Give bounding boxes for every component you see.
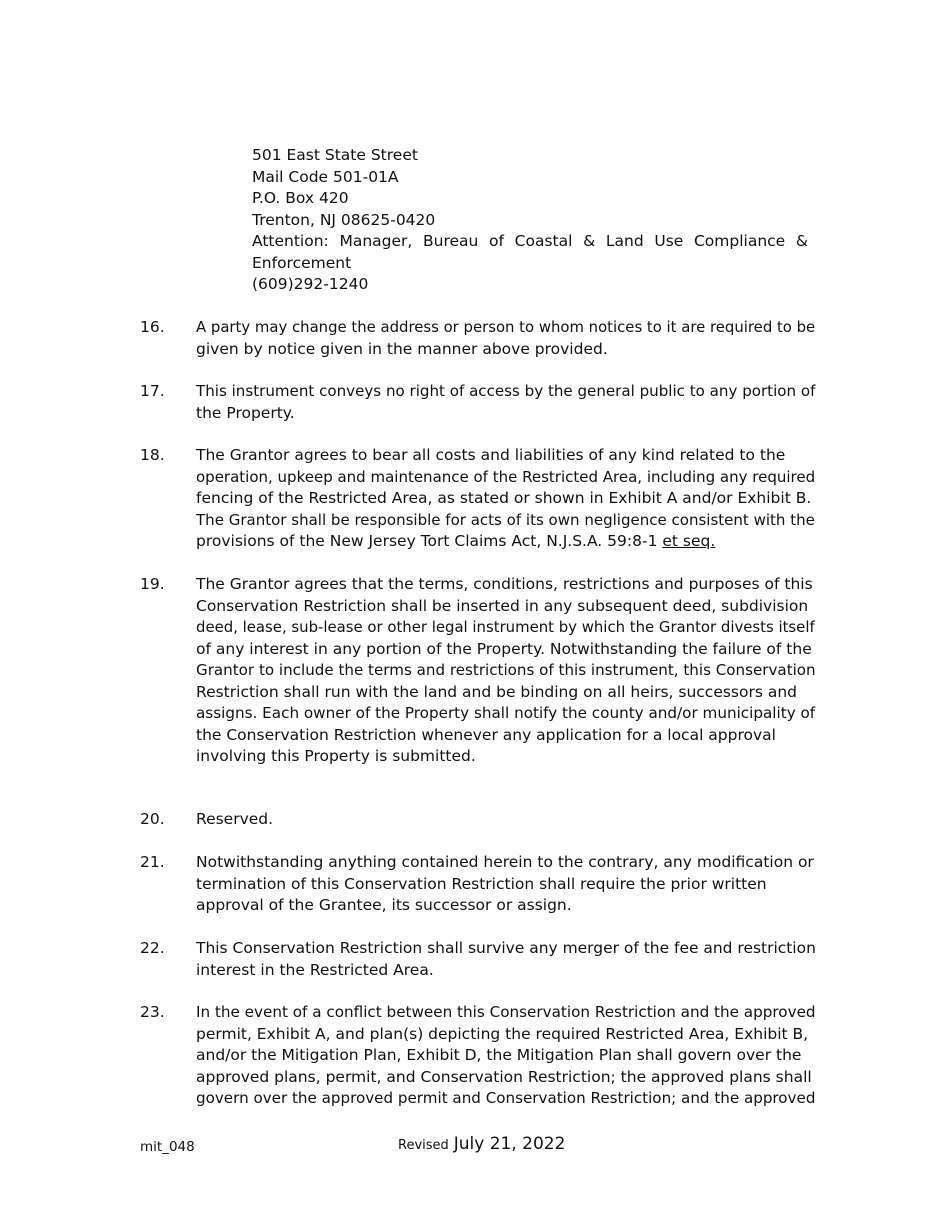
- paragraph-text: [196, 445, 816, 553]
- paragraph-number: 23.: [140, 1003, 165, 1021]
- text-line: assigns. Each owner of the Property shall notify the county and/or municipality of: [196, 704, 816, 722]
- text-line: deed, lease, sub-lease or other legal instrument by which the Grantor divests itself: [196, 618, 815, 636]
- text-line: A party may change the address or person to whom notices to it are required to be: [196, 318, 816, 336]
- footer-revision: [398, 1134, 565, 1157]
- text-line: given by notice given in the manner above provided.: [196, 339, 608, 358]
- text-line: approved plans, permit, and Conservation Restriction; the approved plans shall: [196, 1067, 812, 1086]
- text-line: permit, Exhibit A, and plan(s) depicting the required Restricted Area, Exhibit B,: [196, 1024, 809, 1043]
- paragraph-text: [196, 574, 816, 768]
- text-line: involving this Property is submitted.: [196, 747, 476, 765]
- text-line: This Conservation Restriction shall survive any merger of the fee and restriction: [196, 939, 816, 957]
- et-seq-citation: et seq.: [662, 532, 716, 550]
- text-line: the Conservation Restriction whenever any application for a local approval: [196, 725, 776, 744]
- text-line: This instrument conveys no right of access by the general public to any portion of: [196, 382, 816, 400]
- paragraph-text: [196, 809, 816, 831]
- paragraph-number: 21.: [140, 853, 165, 871]
- paragraph-number: 19.: [140, 575, 165, 593]
- text-line: Conservation Restriction shall be inserted in any subsequent deed, subdivision: [196, 596, 809, 615]
- text-segment: provisions of the New Jersey Tort Claims Act, N.J.S.A. 59:8-1: [196, 532, 663, 550]
- text-line: and/or the Mitigation Plan, Exhibit D, the Mitigation Plan shall govern over the: [196, 1046, 802, 1064]
- text-line: The Grantor agrees that the terms, conditions, restrictions and purposes of this: [196, 575, 813, 593]
- paragraph-number: 20.: [140, 810, 165, 828]
- text-line: interest in the Restricted Area.: [196, 960, 434, 979]
- text-line: govern over the approved permit and Conservation Restriction; and the approved: [196, 1089, 816, 1107]
- paragraph-text: [196, 938, 816, 981]
- address-attention: Attention: Manager, Bureau of Coastal & Land Use Compliance &: [252, 232, 808, 250]
- address-attention-cont: Enforcement: [252, 253, 352, 272]
- paragraph-text: [196, 1002, 816, 1110]
- address-street: 501 East State Street: [252, 146, 418, 164]
- paragraph-number: 17.: [140, 382, 165, 400]
- address-mail-code: Mail Code 501-01A: [252, 167, 399, 186]
- address-city: Trenton, NJ 08625-0420: [252, 210, 436, 229]
- text-line: The Grantor agrees to bear all costs and liabilities of any kind related to the: [196, 446, 786, 464]
- paragraph-text: [196, 317, 816, 360]
- text-line: Reserved.: [196, 810, 274, 828]
- text-line: Notwithstanding anything contained herein to the contrary, any modification or: [196, 853, 814, 871]
- paragraph-text: [196, 381, 816, 424]
- paragraph-number: 16.: [140, 318, 165, 336]
- paragraph-text: [196, 852, 816, 917]
- text-line: of any interest in any portion of the Property. Notwithstanding the failure of the: [196, 639, 812, 658]
- text-line: operation, upkeep and maintenance of the Restricted Area, including any required: [196, 467, 816, 486]
- text-line: The Grantor shall be responsible for acts of its own negligence consistent with the: [196, 510, 815, 529]
- text-line: In the event of a conflict between this Conservation Restriction and the approved: [196, 1003, 816, 1021]
- text-line: [196, 531, 816, 553]
- footer-form-id: mit_048: [140, 1139, 195, 1155]
- text-line: the Property.: [196, 403, 295, 422]
- revised-label: Revised: [398, 1138, 449, 1153]
- address-po-box: P.O. Box 420: [252, 189, 349, 207]
- text-line: fencing of the Restricted Area, as stated or shown in Exhibit A and/or Exhibit B.: [196, 489, 812, 507]
- revised-date: July 21, 2022: [453, 1134, 566, 1154]
- text-line: termination of this Conservation Restriction shall require the prior written: [196, 874, 767, 893]
- address-block: [252, 145, 808, 296]
- text-line: Grantor to include the terms and restrictions of this instrument, this Conservation: [196, 661, 816, 679]
- paragraph-number: 22.: [140, 939, 165, 957]
- paragraph-number: 18.: [140, 446, 165, 464]
- text-line: Restriction shall run with the land and be binding on all heirs, successors and: [196, 682, 798, 701]
- text-line: approval of the Grantee, its successor or assign.: [196, 896, 572, 914]
- address-phone: (609)292-1240: [252, 275, 369, 293]
